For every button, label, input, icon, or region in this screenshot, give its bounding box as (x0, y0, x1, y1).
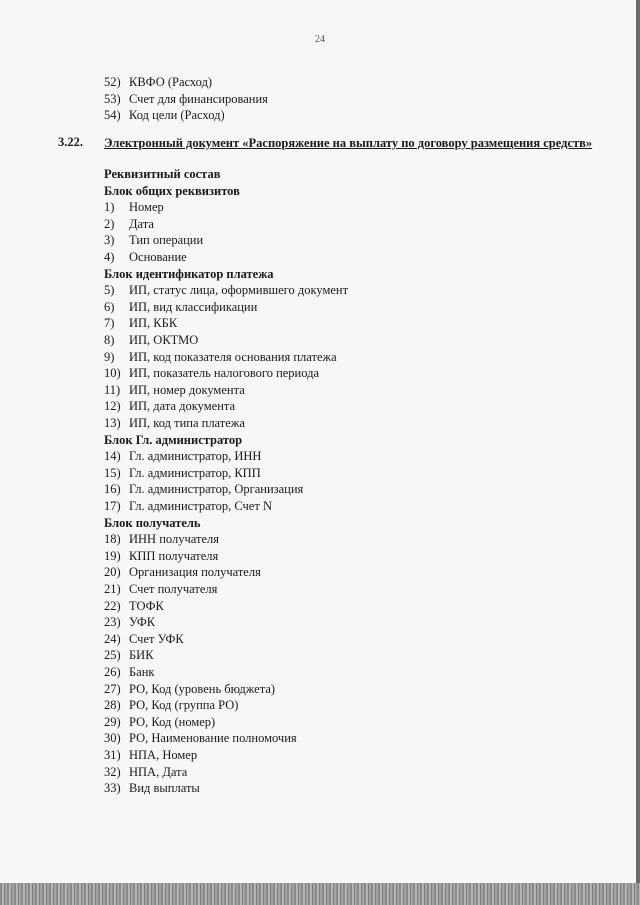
list-item-text: Организация получателя (129, 565, 261, 580)
list-item-number: 23) (104, 615, 121, 630)
list-item-text: НПА, Дата (129, 764, 188, 779)
list-item (104, 448, 261, 464)
list-item-text: ИП, код типа платежа (129, 416, 245, 430)
list-item-text: Гл. администратор, Счет N (129, 499, 272, 513)
list-item-text: ТОФК (129, 598, 164, 613)
list-item (104, 598, 164, 614)
list-item-number: 4) (104, 250, 115, 264)
list-item-number: 20) (104, 565, 121, 580)
scan-edge-right (636, 0, 640, 905)
list-item-number: 12) (104, 399, 121, 414)
list-item-number: 32) (104, 764, 121, 779)
list-item (104, 365, 319, 381)
list-item-number: 16) (104, 482, 121, 497)
list-item-text: ИП, код показателя основания платежа (129, 349, 337, 364)
list-item-number: 5) (104, 283, 115, 298)
list-item-text: РО, Наименование полномочия (129, 731, 297, 746)
list-item (104, 581, 217, 597)
list-item-number: 14) (104, 449, 121, 464)
list-item (104, 398, 235, 414)
list-item-number: 52) (104, 75, 121, 89)
list-item (104, 349, 337, 365)
list-item-number: 10) (104, 366, 121, 381)
list-item-text: КПП получателя (129, 548, 219, 563)
list-item-text: Счет для финансирования (129, 91, 268, 106)
list-item (104, 764, 187, 780)
list-item-number: 7) (104, 316, 115, 331)
list-item (104, 199, 164, 215)
list-item (104, 681, 275, 697)
list-item-text: КВФО (Расход) (129, 75, 213, 89)
list-item-text: БИК (129, 648, 154, 663)
list-item (104, 91, 268, 107)
block-heading: Блок Гл. администратор (104, 432, 243, 447)
list-item-number: 54) (104, 108, 121, 123)
list-item-number: 30) (104, 731, 121, 746)
list-item (104, 714, 215, 730)
list-item (104, 332, 198, 348)
list-item-text: ИП, ОКТМО (129, 333, 199, 347)
list-item (104, 564, 261, 580)
list-item-number: 33) (104, 781, 121, 796)
list-item-text: Номер (129, 200, 164, 215)
list-item-number: 26) (104, 665, 121, 679)
list-item (104, 531, 219, 547)
list-item-number: 19) (104, 548, 121, 563)
list-item-text: Банк (129, 665, 155, 679)
list-item-text: НПА, Номер (129, 748, 198, 762)
list-item (104, 249, 187, 265)
list-item (104, 465, 261, 481)
block-heading: Блок получатель (104, 515, 201, 530)
list-item-number: 3) (104, 233, 115, 248)
list-item (104, 382, 245, 398)
list-item-text: Вид выплаты (129, 781, 200, 796)
list-item (104, 548, 218, 564)
list-item (104, 498, 272, 514)
list-item-text: ИП, КБК (129, 316, 178, 331)
page-number: 24 (315, 34, 325, 45)
list-item (104, 74, 212, 90)
list-item-text: РО, Код (номер) (129, 714, 216, 729)
block-heading: Блок идентификатор платежа (104, 266, 274, 281)
list-item (104, 780, 200, 796)
list-item (104, 415, 245, 431)
scan-edge-bottom (0, 883, 640, 905)
list-item-text: Гл. администратор, КПП (129, 465, 261, 480)
list-item-number: 8) (104, 333, 115, 347)
list-item-number: 53) (104, 91, 121, 106)
list-item-number: 28) (104, 698, 121, 713)
list-item (104, 647, 154, 663)
list-item-text: УФК (129, 615, 156, 630)
list-item (104, 730, 297, 746)
list-item-number: 13) (104, 416, 121, 430)
list-item-text: ИП, номер документа (129, 382, 245, 397)
list-item (104, 747, 197, 763)
list-item-text: Код цели (Расход) (129, 108, 225, 123)
list-item-text: Счет получателя (129, 582, 218, 596)
list-item-text: Основание (129, 250, 187, 264)
list-item-number: 15) (104, 465, 121, 480)
list-item (104, 481, 303, 497)
list-item-text: Дата (129, 216, 154, 231)
list-item-number: 1) (104, 200, 115, 215)
list-item-text: ИП, статус лица, оформившего документ (129, 283, 349, 298)
list-item-number: 2) (104, 216, 115, 231)
list-item-number: 31) (104, 748, 121, 762)
list-item (104, 664, 155, 680)
list-item (104, 614, 155, 630)
list-item (104, 697, 238, 713)
list-item (104, 315, 177, 331)
list-item-number: 9) (104, 349, 115, 364)
list-item-number: 6) (104, 299, 115, 314)
section-subtitle: Реквизитный состав (104, 167, 221, 181)
list-item-text: РО, Код (группа РО) (129, 698, 239, 713)
list-item-number: 29) (104, 714, 121, 729)
list-item-text: Тип операции (129, 233, 204, 248)
list-item-text: ИП, показатель налогового периода (129, 366, 320, 381)
list-item-number: 25) (104, 648, 121, 663)
section-number: 3.22. (58, 135, 83, 149)
list-item-text: Счет УФК (129, 631, 184, 646)
list-item-number: 24) (104, 631, 121, 646)
section-title: Электронный документ «Распоряжение на выплату по договору размещения средств» (104, 136, 593, 150)
list-item (104, 282, 348, 298)
list-item (104, 299, 257, 315)
list-item (104, 232, 203, 248)
list-item-number: 17) (104, 499, 121, 513)
list-item-number: 11) (104, 382, 121, 397)
list-item-text: Гл. администратор, Организация (129, 482, 304, 497)
list-item (104, 216, 154, 232)
list-item-number: 27) (104, 681, 121, 696)
list-item-text: ИНН получателя (129, 532, 219, 547)
list-item-text: ИП, вид классификации (129, 299, 258, 314)
block-heading: Блок общих реквизитов (104, 183, 240, 198)
list-item-text: Гл. администратор, ИНН (129, 449, 262, 464)
list-item-text: РО, Код (уровень бюджета) (129, 681, 276, 696)
list-item (104, 631, 184, 647)
list-item-text: ИП, дата документа (129, 399, 236, 414)
list-item-number: 21) (104, 582, 121, 596)
list-item-number: 18) (104, 532, 121, 547)
list-item (104, 107, 225, 123)
list-item-number: 22) (104, 598, 121, 613)
